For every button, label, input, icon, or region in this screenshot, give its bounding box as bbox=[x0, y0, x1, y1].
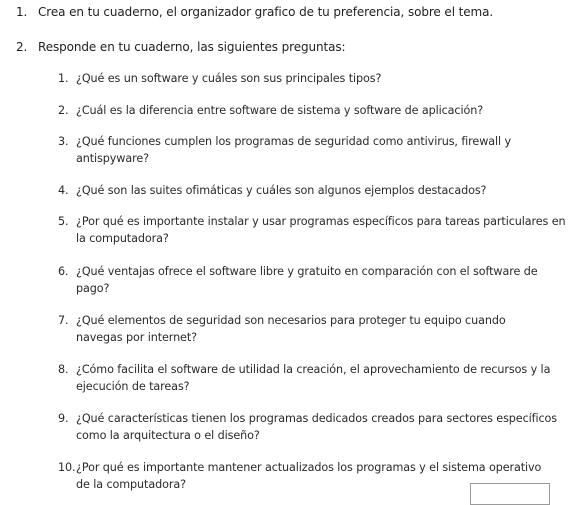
question-number: 6. bbox=[58, 265, 69, 278]
question-text: ¿Cómo facilita el software de utilidad la creación, el aprovechamiento de recursos y la ejecución de tareas? bbox=[76, 363, 551, 393]
question-text: ¿Qué elementos de seguridad son necesarios para proteger tu equipo cuando navegas por internet? bbox=[76, 314, 506, 344]
question-text: ¿Qué funciones cumplen los programas de seguridad como antivirus, firewall y antispyware? bbox=[76, 135, 512, 165]
partial-box bbox=[470, 483, 550, 505]
question-number: 10. bbox=[58, 461, 76, 474]
task-1-text: Crea en tu cuaderno, el organizador grafico de tu preferencia, sobre el tema. bbox=[38, 5, 494, 19]
question-text: ¿Qué características tienen los programas dedicados creados para sectores específicos como la arquitectura o el diseño? bbox=[76, 412, 558, 442]
question-text: ¿Qué ventajas ofrece el software libre y gratuito en comparación con el software de pago? bbox=[76, 265, 538, 295]
question-text: ¿Por qué es importante mantener actualizados los programas y el sistema operativo de la computadora? bbox=[76, 461, 542, 491]
question-number: 5. bbox=[58, 215, 69, 228]
task-2-number: 2. bbox=[16, 40, 28, 54]
question-text: ¿Qué es un software y cuáles son sus principales tipos? bbox=[76, 72, 382, 85]
question-text: ¿Cuál es la diferencia entre software de sistema y software de aplicación? bbox=[76, 104, 484, 117]
question-text: ¿Qué son las suites ofimáticas y cuáles son algunos ejemplos destacados? bbox=[76, 184, 487, 197]
task-2-text: Responde en tu cuaderno, las siguientes preguntas: bbox=[38, 40, 346, 54]
question-number: 3. bbox=[58, 135, 69, 148]
question-number: 9. bbox=[58, 412, 69, 425]
question-number: 2. bbox=[58, 104, 69, 117]
question-number: 4. bbox=[58, 184, 69, 197]
question-number: 7. bbox=[58, 314, 69, 327]
question-text: ¿Por qué es importante instalar y usar programas específicos para tareas particulares en la computadora? bbox=[76, 215, 566, 245]
question-number: 1. bbox=[58, 72, 69, 85]
task-1-number: 1. bbox=[16, 5, 28, 19]
question-number: 8. bbox=[58, 363, 69, 376]
